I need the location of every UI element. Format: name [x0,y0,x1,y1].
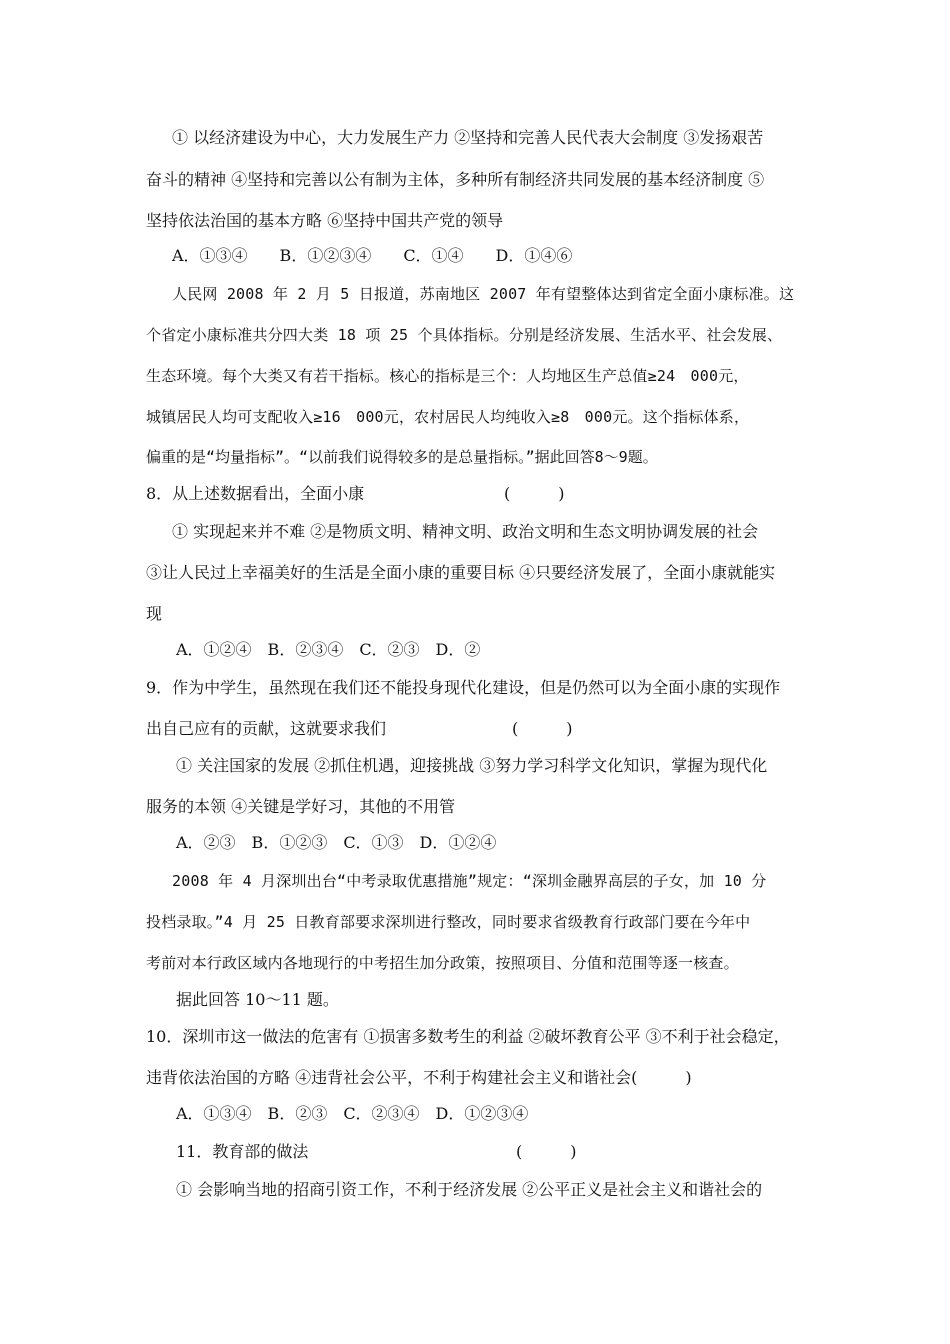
q8-options: A．①②④ B．②③④ C．②③ D．② [176,640,481,659]
q8-line-2: ③让人民过上幸福美好的生活是全面小康的重要目标 ④只要经济发展了，全面小康就能实 [146,563,776,582]
material1-line-2: 个省定小康标准共分四大类 18 项 25 个具体指标。分别是经济发展、生活水平、社会发展、 [146,326,783,344]
material1-line-1: 人民网 2008 年 2 月 5 日报道，苏南地区 2007 年有望整体达到省定全面小康标准。这 [172,285,795,303]
q11-line-1: ① 会影响当地的招商引资工作，不利于经济发展 ②公平正义是社会主义和谐社会的 [176,1180,763,1199]
q9-stem-line-1: 9．作为中学生，虽然现在我们还不能投身现代化建设，但是仍然可以为全面小康的实现作 [146,678,781,697]
q11-answer-paren: ( ) [516,1142,577,1161]
q8-answer-paren: ( ) [504,484,565,503]
material2-line-3: 考前对本行政区域内各地现行的中考招生加分政策，按照项目、分值和范围等逐一核查。 [146,954,739,972]
material1-line-3: 生态环境。每个大类又有若干指标。核心的指标是三个：人均地区生产总值≥24 000元， [146,367,749,385]
q9-stem-line-2: 出自己应有的贡献，这就要求我们 [146,719,387,738]
material2-line-4: 据此回答 10～11 题。 [176,990,339,1009]
q8-line-3: 现 [146,604,163,623]
q10-options: A．①③④ B．②③ C．②③④ D．①②③④ [176,1104,529,1123]
material2-line-1: 2008 年 4 月深圳出台“中考录取优惠措施”规定：“深圳金融界高层的子女，加 10 分 [172,872,767,890]
q11-stem: 11．教育部的做法 [176,1142,309,1161]
material1-line-4: 城镇居民人均可支配收入≥16 000元，农村居民人均纯收入≥8 000元。这个指标体系， [146,408,750,426]
material2-line-2: 投档录取。”4 月 25 日教育部要求深圳进行整改，同时要求省级教育行政部门要在今年中 [146,913,751,931]
block1-options: A．①③④ B．①②③④ C．①④ D．①④⑥ [172,246,573,265]
q8-line-1: ① 实现起来并不难 ②是物质文明、精神文明、政治文明和生态文明协调发展的社会 [172,522,759,541]
q10-line-2: 违背依法治国的方略 ④违背社会公平，不利于构建社会主义和谐社会( ) [146,1068,692,1087]
q9-options: A．②③ B．①②③ C．①③ D．①②④ [176,833,497,852]
block1-line-1: ① 以经济建设为中心，大力发展生产力 ②坚持和完善人民代表大会制度 ③发扬艰苦 [172,128,764,147]
q9-line-1: ① 关注国家的发展 ②抓住机遇，迎接挑战 ③努力学习科学文化知识，掌握为现代化 [176,756,768,775]
q9-line-2: 服务的本领 ④关键是学好习，其他的不用管 [146,797,456,816]
material1-line-5: 偏重的是“均量指标”。“以前我们说得较多的是总量指标。”据此回答8～9题。 [146,448,658,466]
block1-line-2: 奋斗的精神 ④坚持和完善以公有制为主体，多种所有制经济共同发展的基本经济制度 ⑤ [146,170,765,189]
q10-line-1: 10．深圳市这一做法的危害有 ①损害多数考生的利益 ②破坏教育公平 ③不利于社会稳定， [146,1027,790,1046]
q8-stem: 8．从上述数据看出，全面小康 [146,484,365,503]
block1-line-3: 坚持依法治国的基本方略 ⑥坚持中国共产党的领导 [146,211,504,230]
q9-answer-paren: ( ) [512,719,573,738]
